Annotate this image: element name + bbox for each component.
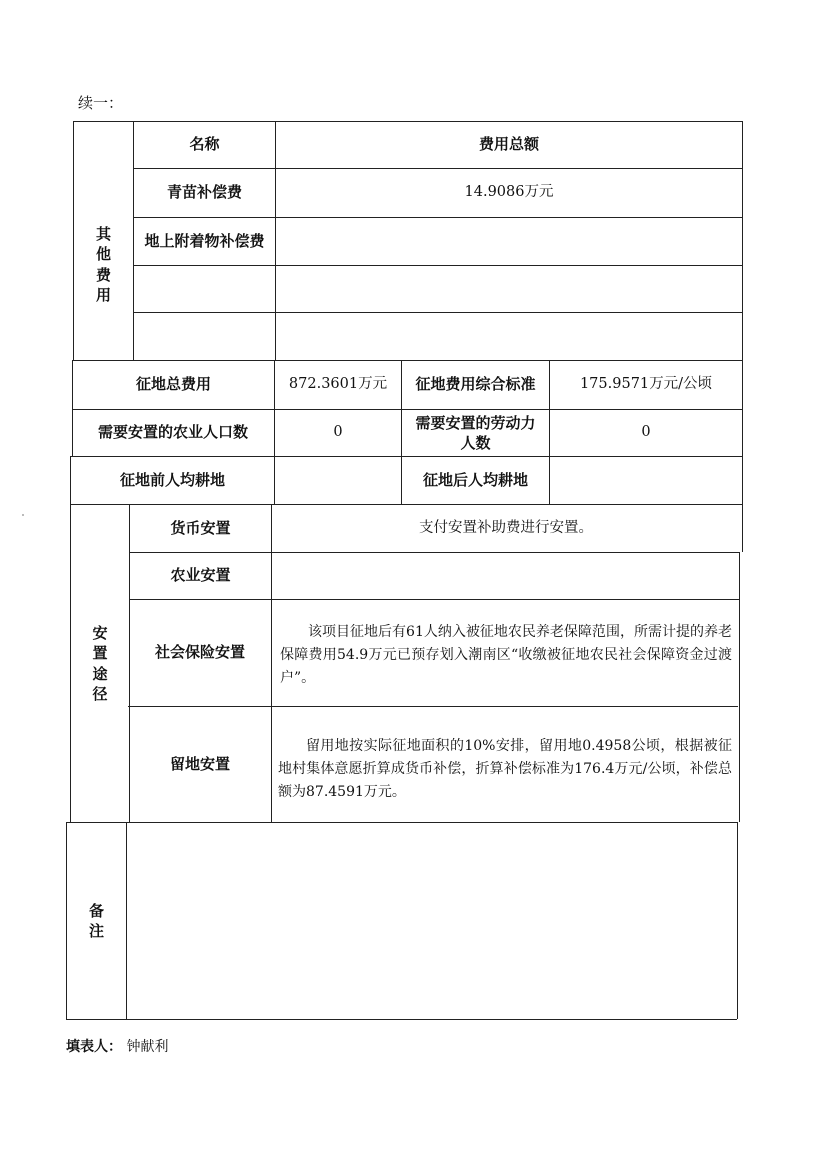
reserved-land-content: 留用地按实际征地面积的10%安排，留用地0.4958公顷，根据被征地村集体意愿折算成货币补偿，折算补偿标准为176.4万元/公顷，补偿总额为87.4591万元。 bbox=[278, 738, 732, 800]
fee-name-empty bbox=[134, 266, 275, 312]
agricultural-resettlement-content bbox=[272, 553, 739, 599]
column-header-name: 名称 bbox=[189, 135, 220, 154]
reserved-land-label: 留地安置 bbox=[169, 754, 230, 773]
total-fee-label: 征地总费用 bbox=[135, 375, 211, 394]
farmland-after-value bbox=[550, 457, 742, 504]
agricultural-resettlement-label: 农业安置 bbox=[170, 566, 231, 585]
other-fees-label: 其 他 费 用 bbox=[95, 225, 111, 304]
table-border-right bbox=[742, 121, 743, 552]
page-heading: 续一： bbox=[78, 94, 124, 112]
fee-name-seedling: 青苗补偿费 bbox=[166, 183, 242, 202]
fee-amount-seedling: 14.9086万元 bbox=[464, 184, 554, 201]
fee-amount-attachments bbox=[276, 218, 742, 265]
agri-population-value: 0 bbox=[333, 424, 343, 441]
table-border-bottom bbox=[66, 1019, 737, 1020]
agri-population-label: 需要安置的农业人口数 bbox=[97, 423, 248, 442]
form-filler-name: 钟献利 bbox=[126, 1039, 169, 1055]
table-border-right bbox=[739, 552, 740, 822]
form-filler bbox=[66, 1036, 168, 1056]
farmland-before-value bbox=[275, 457, 401, 504]
remarks-content bbox=[127, 823, 737, 1019]
fee-standard-label: 征地费用综合标准 bbox=[415, 375, 536, 394]
labor-count-label: 需要安置的劳动力 人数 bbox=[415, 413, 536, 452]
social-insurance-label: 社会保险安置 bbox=[154, 643, 245, 662]
remarks-label: 备 注 bbox=[88, 901, 104, 940]
fee-amount-empty bbox=[276, 313, 742, 360]
resettlement-label: 安 置 途 径 bbox=[92, 624, 108, 703]
farmland-before-label: 征地前人均耕地 bbox=[119, 470, 225, 489]
monetary-resettlement-label: 货币安置 bbox=[170, 518, 231, 537]
fee-name-attachments: 地上附着物补偿费 bbox=[144, 231, 265, 250]
monetary-resettlement-content: 支付安置补助费进行安置。 bbox=[419, 519, 593, 536]
social-insurance-content: 该项目征地后有61人纳入被征地农民养老保障范围，所需计提的养老保障费用54.9万元已预存划入潮南区“收缴被征地农民社会保障资金过渡户”。 bbox=[280, 624, 732, 686]
scan-speck bbox=[22, 514, 24, 516]
total-fee-value: 872.3601万元 bbox=[288, 376, 388, 393]
fee-name-empty bbox=[134, 313, 275, 360]
farmland-after-label: 征地后人均耕地 bbox=[422, 470, 528, 489]
table-border-right bbox=[737, 822, 738, 1019]
fee-amount-empty bbox=[276, 266, 742, 312]
labor-count-value: 0 bbox=[641, 424, 651, 441]
column-header-amount: 费用总额 bbox=[478, 135, 539, 154]
fee-standard-value: 175.9571万元/公顷 bbox=[579, 376, 713, 393]
form-filler-label: 填表人： bbox=[66, 1039, 122, 1055]
